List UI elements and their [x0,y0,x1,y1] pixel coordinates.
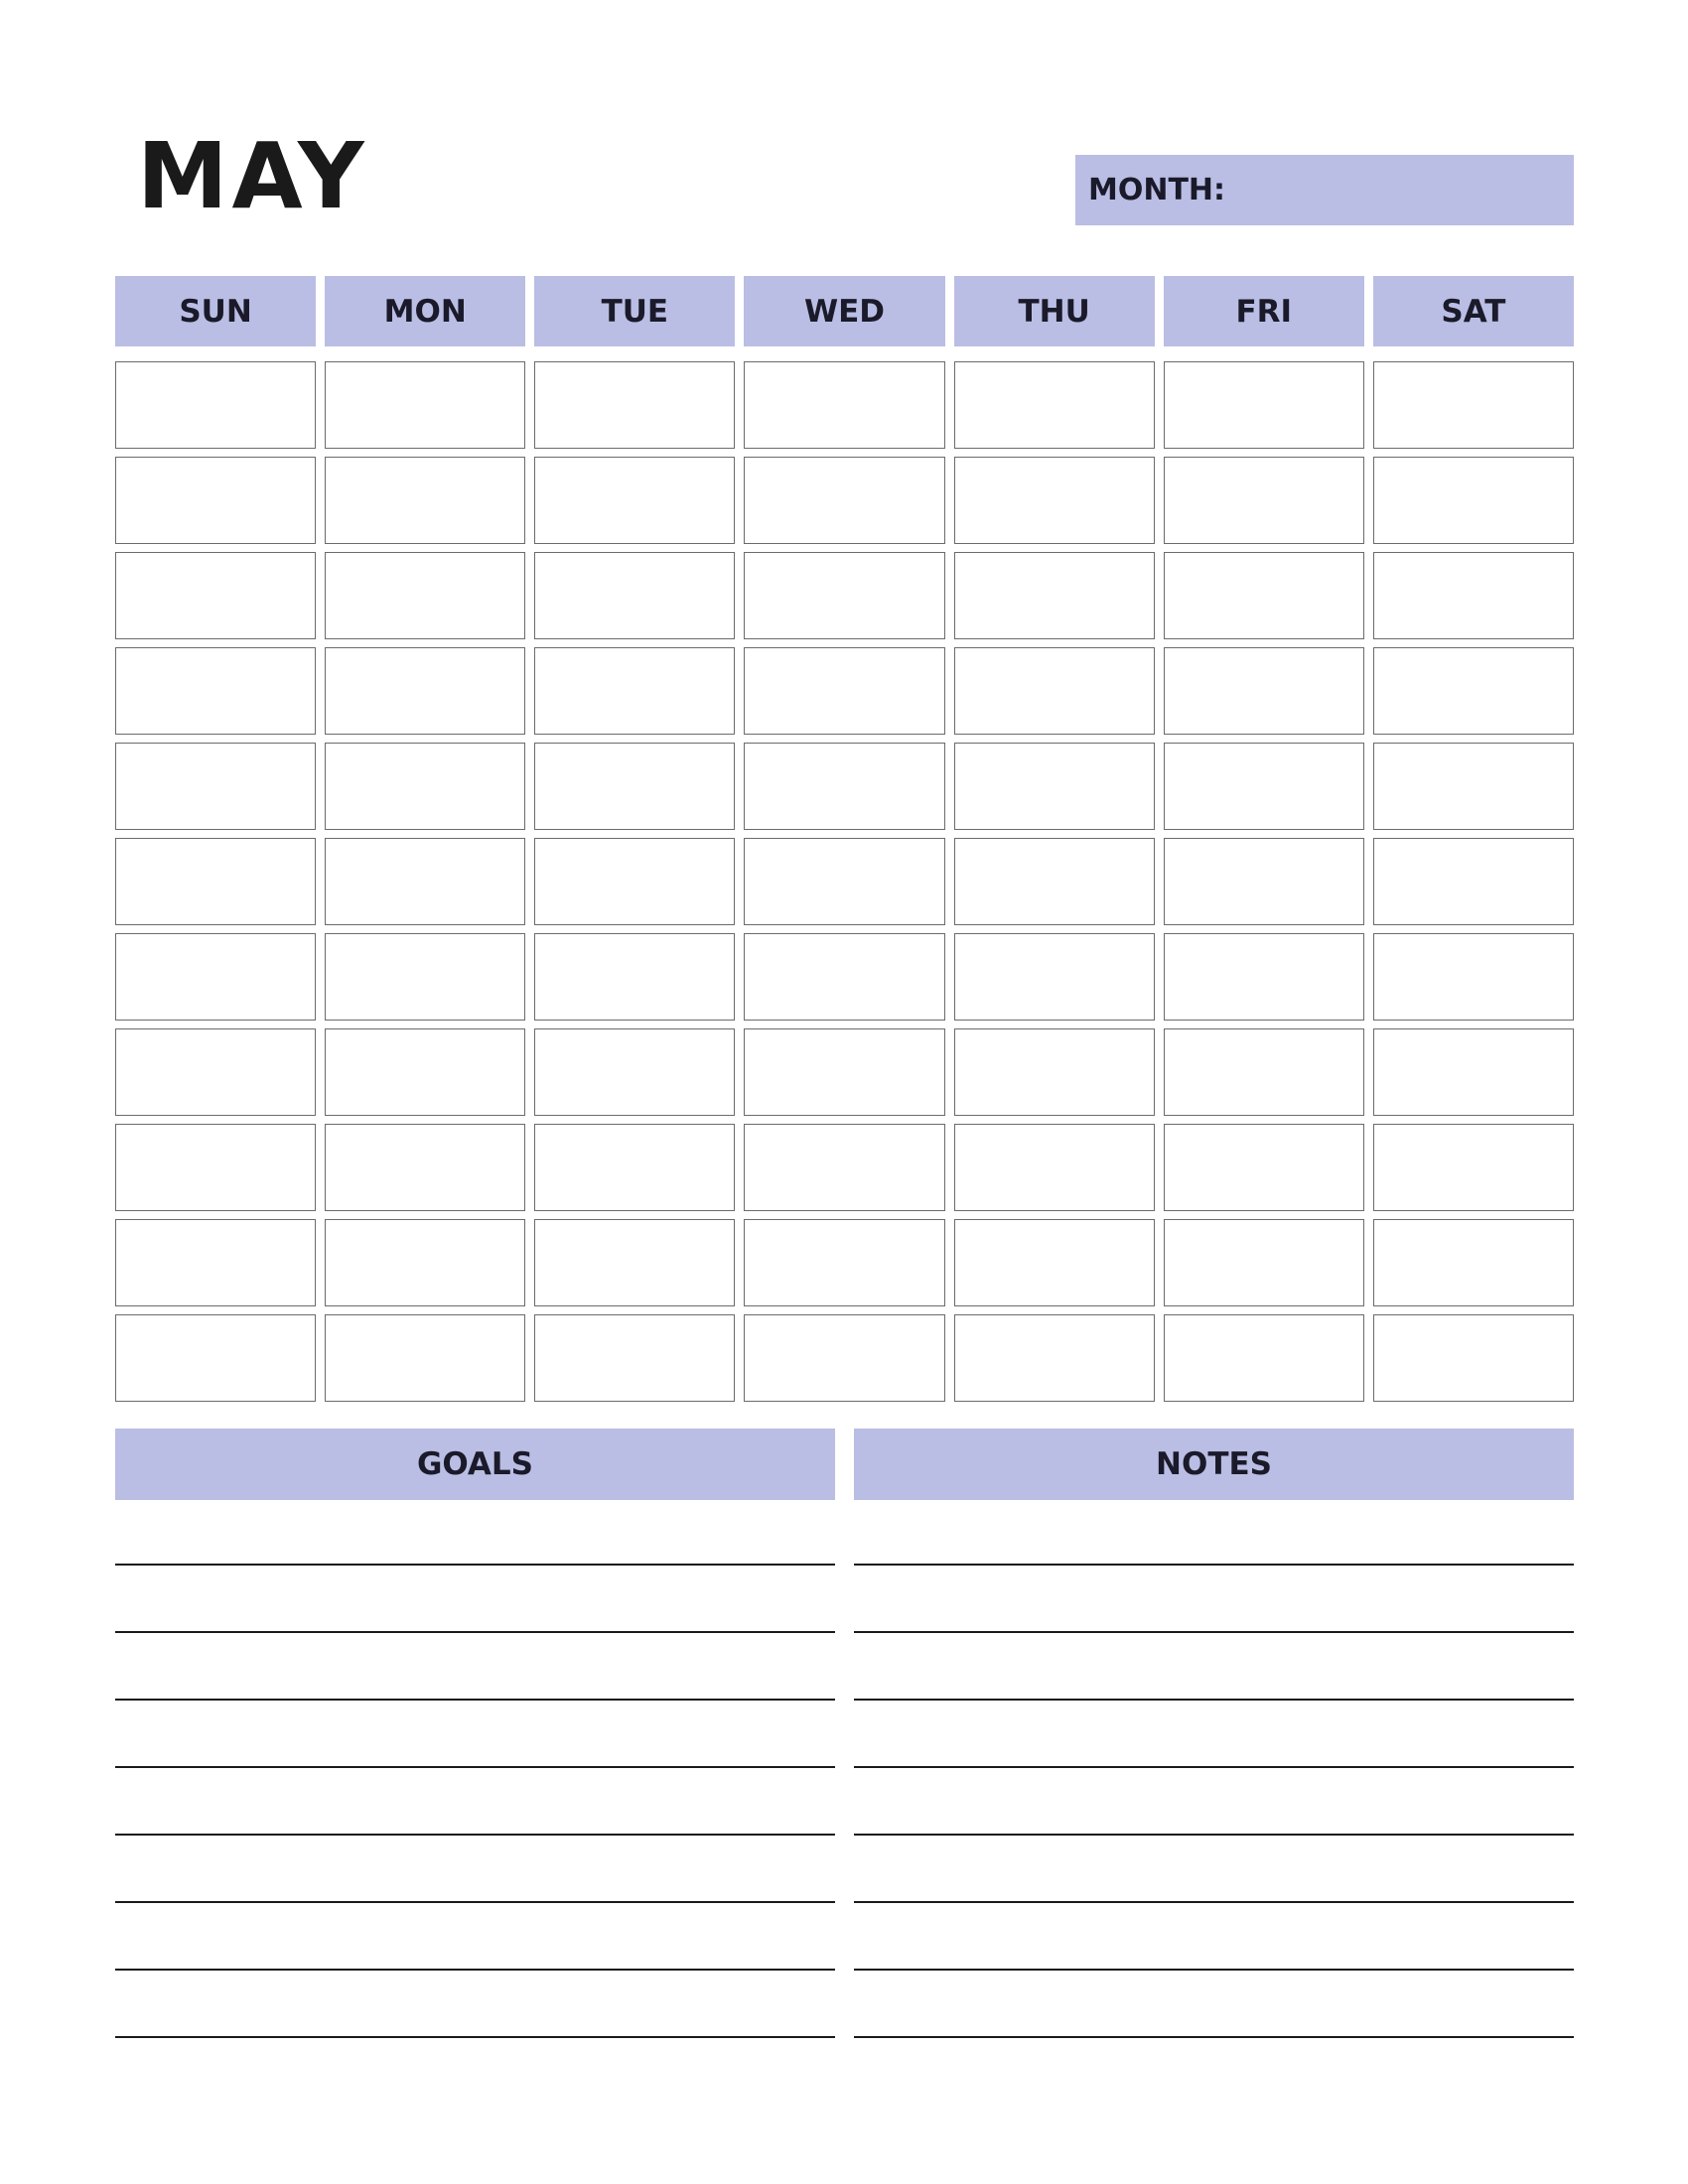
calendar-cell[interactable] [1164,647,1364,735]
weekday-header-tue: TUE [534,276,735,346]
notes-line[interactable] [854,1568,1574,1633]
calendar-cell[interactable] [744,1028,944,1116]
calendar-cell[interactable] [954,361,1155,449]
calendar-cell[interactable] [1373,933,1574,1021]
calendar-cell[interactable] [744,1219,944,1306]
goals-line[interactable] [115,1905,835,1971]
weekday-header-wed: WED [744,276,944,346]
calendar-cell[interactable] [534,457,735,544]
weekday-header-sun: SUN [115,276,316,346]
goals-line[interactable] [115,1973,835,2038]
notes-line[interactable] [854,1905,1574,1971]
calendar-cell[interactable] [1164,1124,1364,1211]
calendar-grid [115,361,1574,1402]
weekday-header-thu: THU [954,276,1155,346]
notes-line[interactable] [854,1973,1574,2038]
calendar-cell[interactable] [954,838,1155,925]
calendar-cell[interactable] [744,457,944,544]
goals-line[interactable] [115,1838,835,1903]
calendar-cell[interactable] [534,1124,735,1211]
calendar-cell[interactable] [325,1219,525,1306]
calendar-cell[interactable] [1373,743,1574,830]
calendar-cell[interactable] [744,647,944,735]
calendar-cell[interactable] [1373,1124,1574,1211]
month-field-label: MONTH: [1088,173,1226,207]
calendar-cell[interactable] [954,1314,1155,1402]
calendar-cell[interactable] [1373,647,1574,735]
calendar-cell[interactable] [744,361,944,449]
notes-line[interactable] [854,1635,1574,1701]
page-title: MAY [137,123,368,229]
calendar-cell[interactable] [744,743,944,830]
calendar-cell[interactable] [325,743,525,830]
calendar-cell[interactable] [325,552,525,639]
calendar-cell[interactable] [115,361,316,449]
weekday-header-row [115,276,1574,346]
notes-line[interactable] [854,1770,1574,1836]
calendar-cell[interactable] [534,1314,735,1402]
calendar-cell[interactable] [744,933,944,1021]
calendar-cell[interactable] [1373,1219,1574,1306]
notes-line[interactable] [854,1500,1574,1566]
calendar-cell[interactable] [1373,1314,1574,1402]
calendar-cell[interactable] [534,838,735,925]
calendar-cell[interactable] [534,1028,735,1116]
calendar-cell[interactable] [744,552,944,639]
calendar-cell[interactable] [1373,838,1574,925]
calendar-cell[interactable] [744,838,944,925]
calendar-cell[interactable] [115,647,316,735]
weekday-header-fri: FRI [1164,276,1364,346]
calendar-cell[interactable] [1164,1219,1364,1306]
calendar-cell[interactable] [325,933,525,1021]
calendar-cell[interactable] [325,1124,525,1211]
month-field[interactable] [1075,155,1574,225]
calendar-cell[interactable] [1164,838,1364,925]
calendar-cell[interactable] [115,1219,316,1306]
calendar-cell[interactable] [325,838,525,925]
goals-header: GOALS [115,1429,835,1500]
calendar-cell[interactable] [1164,457,1364,544]
calendar-cell[interactable] [1164,1028,1364,1116]
calendar-cell[interactable] [744,1124,944,1211]
calendar-cell[interactable] [325,1028,525,1116]
goals-line[interactable] [115,1500,835,1566]
calendar-cell[interactable] [115,457,316,544]
calendar-cell[interactable] [534,647,735,735]
calendar-cell[interactable] [534,361,735,449]
goals-line[interactable] [115,1568,835,1633]
calendar-cell[interactable] [115,933,316,1021]
calendar-cell[interactable] [1373,457,1574,544]
calendar-cell[interactable] [115,743,316,830]
calendar-cell[interactable] [325,647,525,735]
calendar-cell[interactable] [325,361,525,449]
calendar-cell[interactable] [954,1028,1155,1116]
goals-line[interactable] [115,1635,835,1701]
calendar-cell[interactable] [115,552,316,639]
weekday-header-sat: SAT [1373,276,1574,346]
calendar-cell[interactable] [534,1219,735,1306]
calendar-cell[interactable] [954,1124,1155,1211]
calendar-cell[interactable] [115,1124,316,1211]
goals-lines [115,1500,835,2038]
calendar-cell[interactable] [534,933,735,1021]
calendar-cell[interactable] [115,1314,316,1402]
goals-line[interactable] [115,1703,835,1768]
calendar-cell[interactable] [954,457,1155,544]
calendar-cell[interactable] [744,1314,944,1402]
notes-line[interactable] [854,1703,1574,1768]
calendar-cell[interactable] [1164,933,1364,1021]
calendar-cell[interactable] [954,647,1155,735]
calendar-cell[interactable] [115,838,316,925]
calendar-cell[interactable] [954,743,1155,830]
calendar-cell[interactable] [1164,552,1364,639]
calendar-cell[interactable] [954,1219,1155,1306]
calendar-cell[interactable] [115,1028,316,1116]
calendar-cell[interactable] [325,457,525,544]
calendar-cell[interactable] [1164,361,1364,449]
calendar-cell[interactable] [1164,743,1364,830]
calendar-cell[interactable] [1373,552,1574,639]
calendar-cell[interactable] [954,552,1155,639]
calendar-cell[interactable] [1373,361,1574,449]
notes-lines [854,1500,1574,2038]
goals-line[interactable] [115,1770,835,1836]
calendar-cell[interactable] [954,933,1155,1021]
notes-header: NOTES [854,1429,1574,1500]
notes-line[interactable] [854,1838,1574,1903]
calendar-cell[interactable] [1373,1028,1574,1116]
calendar-cell[interactable] [325,1314,525,1402]
calendar-cell[interactable] [534,743,735,830]
weekday-header-mon: MON [325,276,525,346]
calendar-cell[interactable] [534,552,735,639]
calendar-cell[interactable] [1164,1314,1364,1402]
